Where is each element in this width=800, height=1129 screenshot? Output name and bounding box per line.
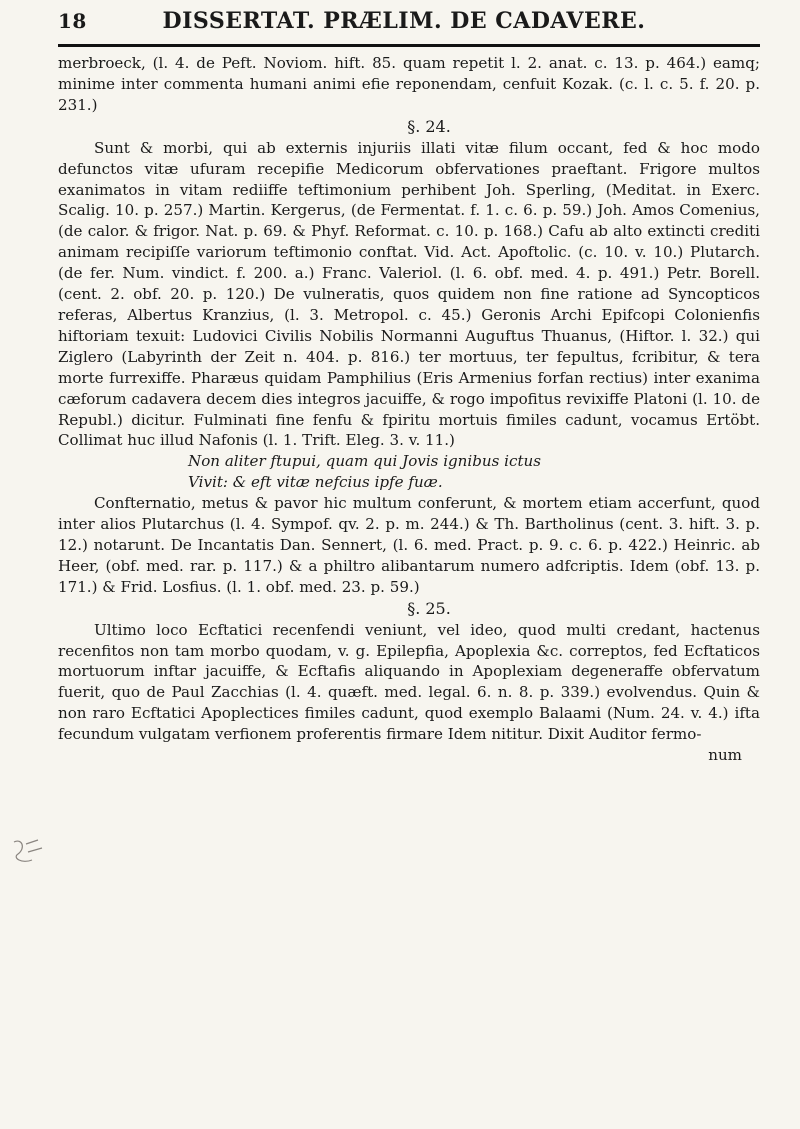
verse-line-2: Vivit: & eft vitæ nefcius ipfe fuæ. [188, 473, 443, 492]
verse-line-1: Non aliter ftupui, quam qui Jovis ignibus ictus [188, 452, 541, 471]
handwritten-marginal-mark [8, 834, 48, 874]
section-25-heading: §. 25. [407, 598, 451, 618]
paragraph-consternatio: Confternatio, metus & pavor hic multum conferunt, & mortem etiam accerfunt, quod inter alios Plutarchus (l. 4. Sympof. qv. 2. p. m. 244.) & Th. Bartholinus (cent. 3. hift. 3. p. 12.) notarunt. De Incantatis Dan. Sennert, (l. 6. med. Pract. p. 9. c. 6. p. 422.) Heinric. ab Heer, (obf. med. rar. p. 117.) & a philtro alibantarum numero adfcriptis. Idem (obf. 13. p. 171.) & Frid. Losfius. (l. 1. obf. med. 23. p. 59.) [58, 494, 760, 596]
running-title: DISSERTAT. PRÆLIM. DE CADAVERE. [162, 8, 646, 34]
header-rule [58, 44, 760, 47]
page-number: 18 [58, 9, 87, 33]
page-header [58, 8, 760, 44]
section-24-heading: §. 24. [407, 116, 451, 136]
catchword: num [708, 746, 742, 765]
paragraph-section-25: Ultimo loco Ecftatici recenfendi veniunt, vel ideo, quod multi credant, hactenus recenfitos non tam morbo quodam, v. g. Epilepfia, Apoplexia &c. correptos, fed Ecftaticos mortuorum inftar jacuiffe, & Ecftafis aliquando in Apoplexiam degeneraffe obfervatum fuerit, quo de Paul Zacchias (l. 4. quæft. med. legal. 6. n. 8. p. 339.) evolvendus. Quin & non raro Ecftatici Apoplectices fimiles cadunt, quod exemplo Balaami (Num. 24. v. 4.) ifta fecundum vulgatam verfionem proferentis firmare Idem nititur. Dixit Auditor fermo- [58, 620, 760, 744]
paragraph-continued: merbroeck, (l. 4. de Peft. Noviom. hift. 85. quam repetit l. 2. anat. c. 13. p. 464.) eamq; minime inter commenta humani animi efie reponendam, cenfuit Kozak. (c. l. c. 5. f. 20. p. 231.) [58, 54, 760, 114]
body-text [58, 53, 760, 766]
paragraph-section-24: Sunt & morbi, qui ab externis injuriis illati vitæ filum occant, fed & hoc modo defunctos vitæ ufuram recepifie Medicorum obfervationes praeftant. Frigore multos exanimatos in vitam rediiffe teftimonium perhibent Joh. Sperling, (Meditat. in Exerc. Scalig. 10. p. 257.) Martin. Kergerus, (de Fermentat. f. 1. c. 6. p. 59.) Joh. Amos Comenius, (de calor. & frigor. Nat. p. 69. & Phyf. Reformat. c. 10. p. 168.) Cafu ab alto extincti crediti animam recipiſſe variorum teftimonio conftat. Vid. Act. Apoftolic. (c. 10. v. 10.) Plutarch. (de fer. Num. vindict. f. 200. a.) Franc. Valeriol. (l. 6. obf. med. 4. p. 491.) Petr. Borell. (cent. 2. obf. 20. p. 120.) De vulneratis, quos quidem non fine ratione ad Syncopticos referas, Albertus Kranzius, (l. 3. Metropol. c. 45.) Geronis Archi Epifcopi Colonienfis hiftoriam texuit: Ludovici Civilis Nobilis Normanni Auguftus Thuanus, (Hiftor. l. 32.) qui Ziglero (Labyrinth der Zeit n. 404. p. 816.) ter mortuus, ter fepultus, fcribitur, & tera morte furrexiffe. Pharæus quidam Pamphilius (Eris Armenius forfan rectius) inter exanima cæforum cadavera decem dies integros jacuiffe, & rogo impofitus revixiffe Platoni (l. 10. de Republ.) dicitur. Fulminati fine fenfu & fpiritu mortuis fimiles cadunt, vocamus Ertöbt. Collimat huc illud Nafonis (l. 1. Trift. Eleg. 3. v. 11.) [58, 138, 760, 450]
